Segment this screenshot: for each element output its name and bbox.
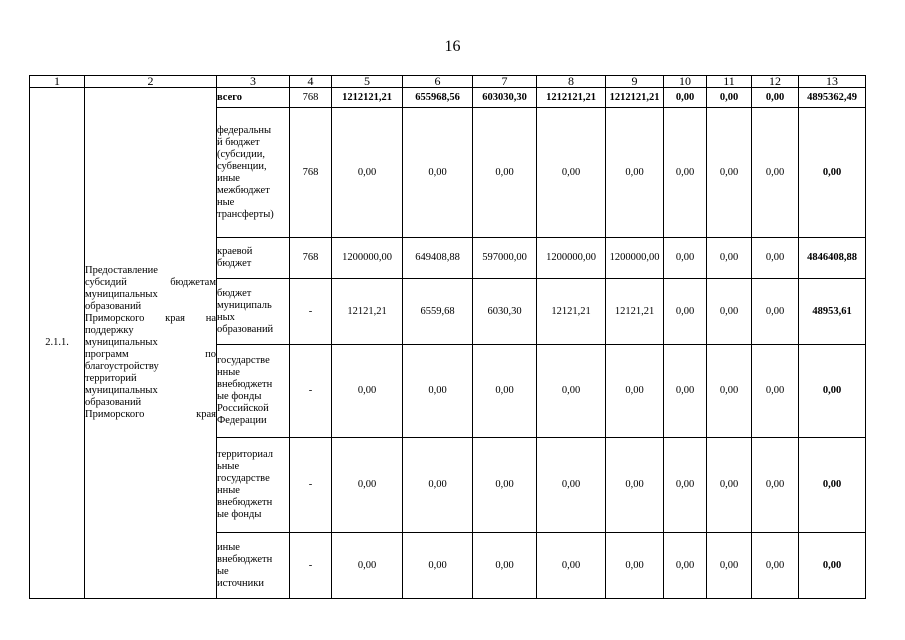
value-cell: 12121,21 — [606, 279, 664, 345]
value-cell: 1212121,21 — [606, 88, 664, 108]
value-cell: 0,00 — [752, 108, 799, 238]
funding-source-line: ые фонды — [217, 391, 262, 402]
value-cell: 0,00 — [537, 533, 606, 599]
item-name-line: территорий — [85, 373, 137, 384]
column-number: 6 — [403, 76, 473, 88]
code-cell: - — [290, 533, 332, 599]
value-cell: 597000,00 — [473, 238, 537, 279]
funding-source-line: ые фонды — [217, 509, 262, 520]
funding-source-line: бюджет — [217, 287, 252, 299]
value-cell: 0,00 — [752, 438, 799, 533]
column-number: 10 — [664, 76, 707, 88]
value-cell: 0,00 — [664, 345, 707, 438]
funding-source-line: муниципаль — [217, 299, 272, 311]
funding-source-line: й бюджет — [217, 136, 260, 148]
value-cell: 0,00 — [537, 345, 606, 438]
value-cell: 0,00 — [473, 438, 537, 533]
value-cell: 0,00 — [664, 238, 707, 279]
table-row — [30, 88, 866, 108]
funding-source-line: внебюджетн — [217, 497, 273, 508]
value-cell: 0,00 — [799, 438, 866, 533]
value-cell: 0,00 — [752, 279, 799, 345]
funding-source — [217, 279, 290, 345]
funding-source-line: государстве — [217, 355, 270, 366]
funding-source-line: ные — [217, 196, 235, 208]
funding-source-line: всего — [217, 91, 243, 103]
item-name-line: Приморского края на — [85, 313, 216, 324]
value-cell: 0,00 — [664, 279, 707, 345]
value-cell: 0,00 — [403, 108, 473, 238]
funding-source-line: иные — [217, 172, 240, 184]
value-cell: 0,00 — [664, 438, 707, 533]
value-cell: 0,00 — [707, 438, 752, 533]
value-cell: 4895362,49 — [799, 88, 866, 108]
value-cell: 1212121,21 — [537, 88, 606, 108]
code-cell: - — [290, 345, 332, 438]
column-number: 2 — [85, 76, 217, 88]
value-cell: 0,00 — [606, 345, 664, 438]
value-cell: 0,00 — [403, 438, 473, 533]
column-number: 1 — [30, 76, 85, 88]
funding-source — [217, 88, 290, 108]
value-cell: 0,00 — [537, 108, 606, 238]
value-cell: 4846408,88 — [799, 238, 866, 279]
funding-source-line: территориал — [217, 449, 273, 460]
funding-source-line: субвенции, — [217, 160, 267, 172]
funding-source-line: образований — [217, 323, 274, 335]
funding-source-line: государстве — [217, 473, 270, 484]
funding-source — [217, 345, 290, 438]
column-number: 9 — [606, 76, 664, 88]
item-code: 2.1.1. — [30, 88, 85, 599]
value-cell: 0,00 — [664, 533, 707, 599]
value-cell: 0,00 — [799, 533, 866, 599]
value-cell: 603030,30 — [473, 88, 537, 108]
column-number: 11 — [707, 76, 752, 88]
column-number: 3 — [217, 76, 290, 88]
item-name-line: Предоставление — [85, 265, 158, 276]
value-cell: 0,00 — [707, 88, 752, 108]
value-cell: 655968,56 — [403, 88, 473, 108]
funding-source-line: источники — [217, 577, 264, 589]
item-name-line: образований — [85, 301, 142, 312]
code-cell: 768 — [290, 88, 332, 108]
value-cell: 0,00 — [664, 108, 707, 238]
funding-source-line: трансферты) — [217, 208, 274, 220]
value-cell: 0,00 — [799, 108, 866, 238]
column-number: 13 — [799, 76, 866, 88]
page-number: 16 — [444, 38, 461, 55]
value-cell: 0,00 — [664, 88, 707, 108]
item-name-line: поддержку — [85, 325, 134, 336]
funding-source-line: (субсидии, — [217, 148, 265, 160]
value-cell: 0,00 — [332, 438, 403, 533]
funding-source-line: краевой — [217, 246, 253, 257]
code-cell: - — [290, 279, 332, 345]
value-cell: 0,00 — [473, 108, 537, 238]
funding-source-line: межбюджет — [217, 184, 270, 196]
funding-source-line: иные — [217, 541, 240, 553]
value-cell: 1212121,21 — [332, 88, 403, 108]
value-cell: 0,00 — [473, 345, 537, 438]
funding-source-line: Федерации — [217, 415, 267, 426]
value-cell: 0,00 — [707, 533, 752, 599]
value-cell: 0,00 — [707, 345, 752, 438]
funding-source-line: внебюджетн — [217, 379, 273, 390]
value-cell: 0,00 — [707, 279, 752, 345]
funding-source-line: внебюджетн — [217, 553, 273, 565]
value-cell: 12121,21 — [537, 279, 606, 345]
value-cell: 0,00 — [707, 238, 752, 279]
value-cell: 0,00 — [752, 88, 799, 108]
value-cell: 0,00 — [332, 108, 403, 238]
value-cell: 1200000,00 — [537, 238, 606, 279]
funding-source-line: нные — [217, 367, 240, 378]
item-name-line: муниципальных — [85, 385, 158, 396]
code-cell: 768 — [290, 108, 332, 238]
funding-source-line: бюджет — [217, 258, 252, 269]
funding-source — [217, 238, 290, 279]
funding-source — [217, 438, 290, 533]
value-cell: 0,00 — [606, 438, 664, 533]
item-name-line: образований — [85, 397, 142, 408]
item-name — [85, 88, 217, 599]
column-number-row — [30, 76, 866, 88]
value-cell: 0,00 — [799, 345, 866, 438]
value-cell: 649408,88 — [403, 238, 473, 279]
value-cell: 0,00 — [752, 533, 799, 599]
item-name-line: муниципальных — [85, 337, 158, 348]
funding-source-line: федеральны — [217, 124, 272, 136]
value-cell: 48953,61 — [799, 279, 866, 345]
value-cell: 0,00 — [606, 108, 664, 238]
funding-source-line: ые — [217, 565, 229, 577]
value-cell: 0,00 — [606, 533, 664, 599]
code-cell: - — [290, 438, 332, 533]
column-number: 7 — [473, 76, 537, 88]
value-cell: 0,00 — [332, 533, 403, 599]
funding-source-line: ных — [217, 311, 235, 323]
value-cell: 0,00 — [473, 533, 537, 599]
funding-source — [217, 108, 290, 238]
funding-source — [217, 533, 290, 599]
value-cell: 0,00 — [537, 438, 606, 533]
code-cell: 768 — [290, 238, 332, 279]
column-number: 8 — [537, 76, 606, 88]
funding-source-line: ьные — [217, 461, 240, 472]
column-number: 5 — [332, 76, 403, 88]
column-number: 4 — [290, 76, 332, 88]
value-cell: 0,00 — [403, 533, 473, 599]
item-name-line: субсидий бюджетам — [85, 277, 216, 288]
column-number: 12 — [752, 76, 799, 88]
value-cell: 0,00 — [752, 238, 799, 279]
value-cell: 0,00 — [332, 345, 403, 438]
value-cell: 1200000,00 — [332, 238, 403, 279]
value-cell: 6559,68 — [403, 279, 473, 345]
item-name-line: благоустройству — [85, 361, 159, 372]
item-name-line: муниципальных — [85, 289, 158, 300]
funding-source-line: Российской — [217, 403, 269, 414]
value-cell: 1200000,00 — [606, 238, 664, 279]
funding-source-line: нные — [217, 485, 240, 496]
value-cell: 0,00 — [403, 345, 473, 438]
budget-table — [29, 75, 866, 599]
item-name-line: Приморского края — [85, 409, 216, 420]
item-name-line: программ по — [85, 349, 216, 360]
value-cell: 12121,21 — [332, 279, 403, 345]
value-cell: 6030,30 — [473, 279, 537, 345]
value-cell: 0,00 — [752, 345, 799, 438]
value-cell: 0,00 — [707, 108, 752, 238]
